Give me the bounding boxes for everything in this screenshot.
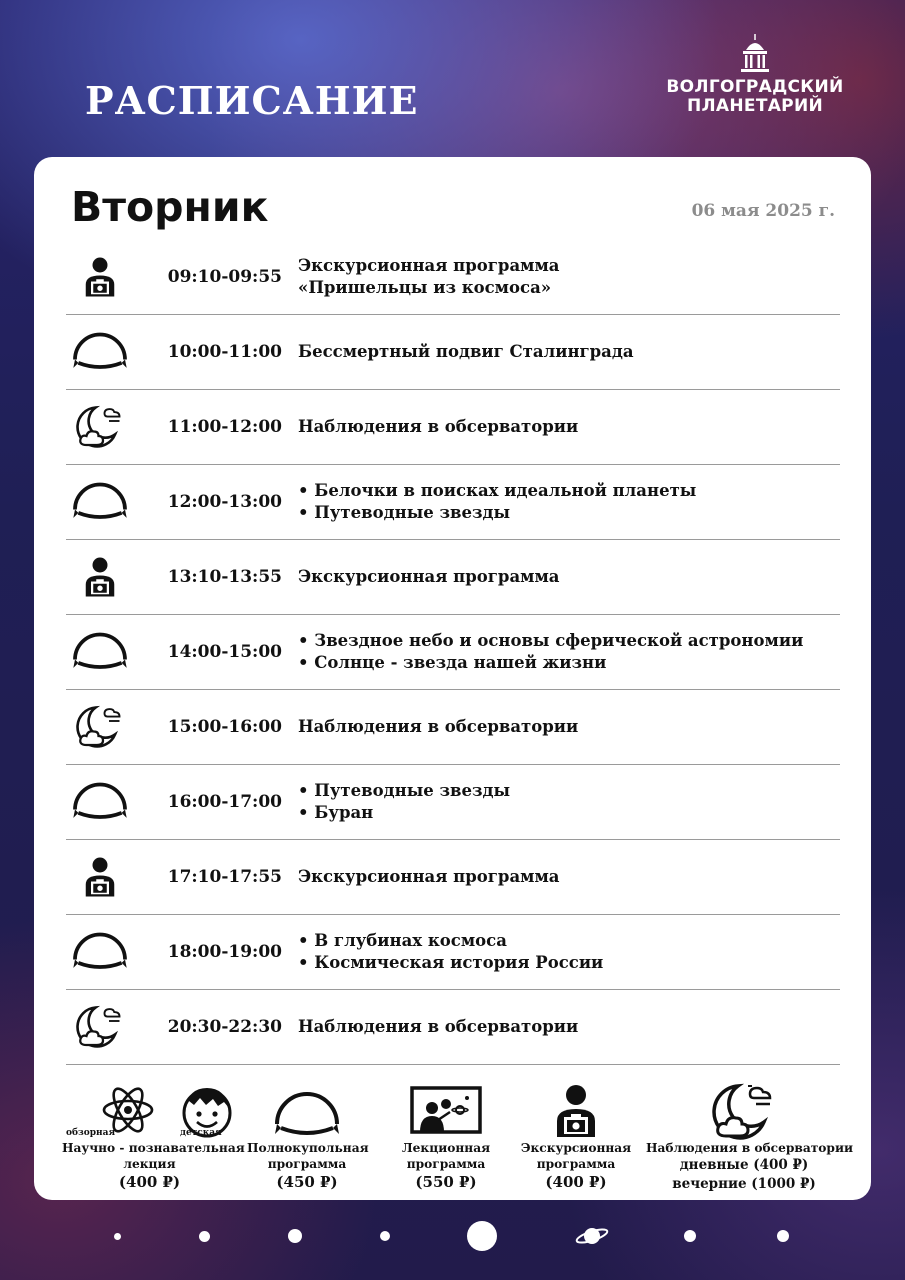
legend-label: программа [267, 1157, 347, 1171]
moon-cloud-icon [70, 402, 130, 452]
program-title [298, 566, 560, 588]
legend-label: Научно - познавательная [62, 1141, 245, 1155]
program-line: Экскурсионная программа [298, 256, 560, 275]
date-label: 06 мая 2025 г. [691, 201, 835, 221]
program-title [298, 255, 560, 299]
program-line: • Звездное небо и основы сферической астрономии [298, 631, 804, 650]
program-line: Наблюдения в обсерватории [298, 417, 579, 436]
schedule-row [66, 615, 840, 690]
guide-icon [70, 552, 130, 602]
star-dot [199, 1231, 210, 1242]
program-line: • Буран [298, 803, 374, 822]
legend-price-evening: вечерние (1000 ₽) [672, 1176, 816, 1192]
moon-cloud-icon [70, 702, 130, 752]
tag-overview: обзорная [66, 1128, 116, 1138]
time-slot: 17:10-17:55 [167, 867, 282, 887]
legend-label: Наблюдения в обсерватории [646, 1141, 854, 1155]
schedule-list [66, 240, 840, 1065]
schedule-row [66, 315, 840, 390]
program-title [298, 716, 578, 738]
legend-price: (450 ₽) [276, 1173, 338, 1191]
schedule-row [66, 915, 840, 990]
time-slot: 13:10-13:55 [167, 567, 282, 587]
program-line: «Пришельцы из космоса» [298, 278, 552, 297]
page-title: РАСПИСАНИЕ [85, 78, 419, 123]
schedule-row [66, 390, 840, 465]
time-slot: 16:00-17:00 [167, 792, 282, 812]
program-line: • Космическая история России [298, 953, 604, 972]
legend-label: Полнокупольная [247, 1141, 369, 1155]
schedule-row [66, 765, 840, 840]
star-dot [777, 1230, 789, 1242]
legend-label: лекция [123, 1157, 176, 1171]
schedule-row [66, 990, 840, 1065]
program-line: Наблюдения в обсерватории [298, 717, 579, 736]
dome-icon [70, 327, 130, 377]
decorative-planets [0, 1215, 905, 1255]
legend-label: Лекционная [401, 1141, 491, 1155]
program-title [298, 1016, 578, 1038]
schedule-row [66, 540, 840, 615]
planetarium-logo [660, 34, 850, 116]
legend [34, 1082, 871, 1200]
legend-price: (400 ₽) [118, 1173, 181, 1191]
time-slot: 10:00-11:00 [167, 342, 282, 362]
sun-dot [467, 1221, 497, 1251]
star-dot [380, 1231, 390, 1241]
program-line: • Белочки в поисках идеальной планеты [298, 481, 697, 500]
program-title [298, 930, 603, 974]
program-line: • Путеводные звезды [298, 781, 511, 800]
time-slot: 11:00-12:00 [167, 417, 282, 437]
day-title: Вторник [71, 183, 269, 231]
time-slot: 15:00-16:00 [167, 717, 282, 737]
star-dot [288, 1229, 302, 1243]
program-title [298, 780, 510, 824]
dome-icon [70, 627, 130, 677]
time-slot: 12:00-13:00 [167, 492, 282, 512]
schedule-row [66, 240, 840, 315]
program-title [298, 480, 696, 524]
dome-icon [70, 777, 130, 827]
program-line: Наблюдения в обсерватории [298, 1017, 579, 1036]
logo-line-2: ПЛАНЕТАРИЙ [686, 96, 823, 116]
legend-label: Экскурсионная [520, 1141, 632, 1155]
legend-label: программа [536, 1157, 616, 1171]
program-title [298, 866, 560, 888]
schedule-row [66, 465, 840, 540]
schedule-row [66, 840, 840, 915]
program-line: Экскурсионная программа [298, 567, 560, 586]
legend-label: программа [406, 1157, 486, 1171]
program-line: Бессмертный подвиг Сталинграда [298, 342, 634, 361]
legend-price: (550 ₽) [415, 1173, 477, 1191]
program-line: • Путеводные звезды [298, 503, 511, 522]
guide-icon [70, 252, 130, 302]
time-slot: 18:00-19:00 [167, 942, 282, 962]
time-slot: 20:30-22:30 [167, 1017, 282, 1037]
schedule-card [34, 157, 871, 1200]
tag-children: детская [180, 1128, 222, 1138]
guide-icon [70, 852, 130, 902]
time-slot: 09:10-09:55 [167, 267, 282, 287]
legend-price-day: дневные (400 ₽) [679, 1157, 809, 1173]
moon-cloud-icon [712, 1082, 776, 1142]
schedule-row [66, 690, 840, 765]
program-line: Экскурсионная программа [298, 867, 560, 886]
guide-icon [554, 1083, 598, 1139]
saturn-icon [574, 1224, 610, 1248]
star-dot [684, 1230, 696, 1242]
program-line: • Солнце - звезда нашей жизни [298, 653, 607, 672]
dome-icon [70, 927, 130, 977]
time-slot: 14:00-15:00 [167, 642, 282, 662]
legend-price: (400 ₽) [545, 1173, 607, 1191]
program-title [298, 341, 634, 363]
lecture-screen-icon [410, 1086, 482, 1142]
dome-icon [271, 1090, 343, 1140]
moon-cloud-icon [70, 1002, 130, 1052]
star-dot [114, 1233, 121, 1240]
logo-line-1: ВОЛГОГРАДСКИЙ [666, 77, 844, 97]
program-title [298, 416, 578, 438]
program-title [298, 630, 803, 674]
program-line: • В глубинах космоса [298, 931, 507, 950]
observatory-building-icon [740, 34, 770, 74]
dome-icon [70, 477, 130, 527]
